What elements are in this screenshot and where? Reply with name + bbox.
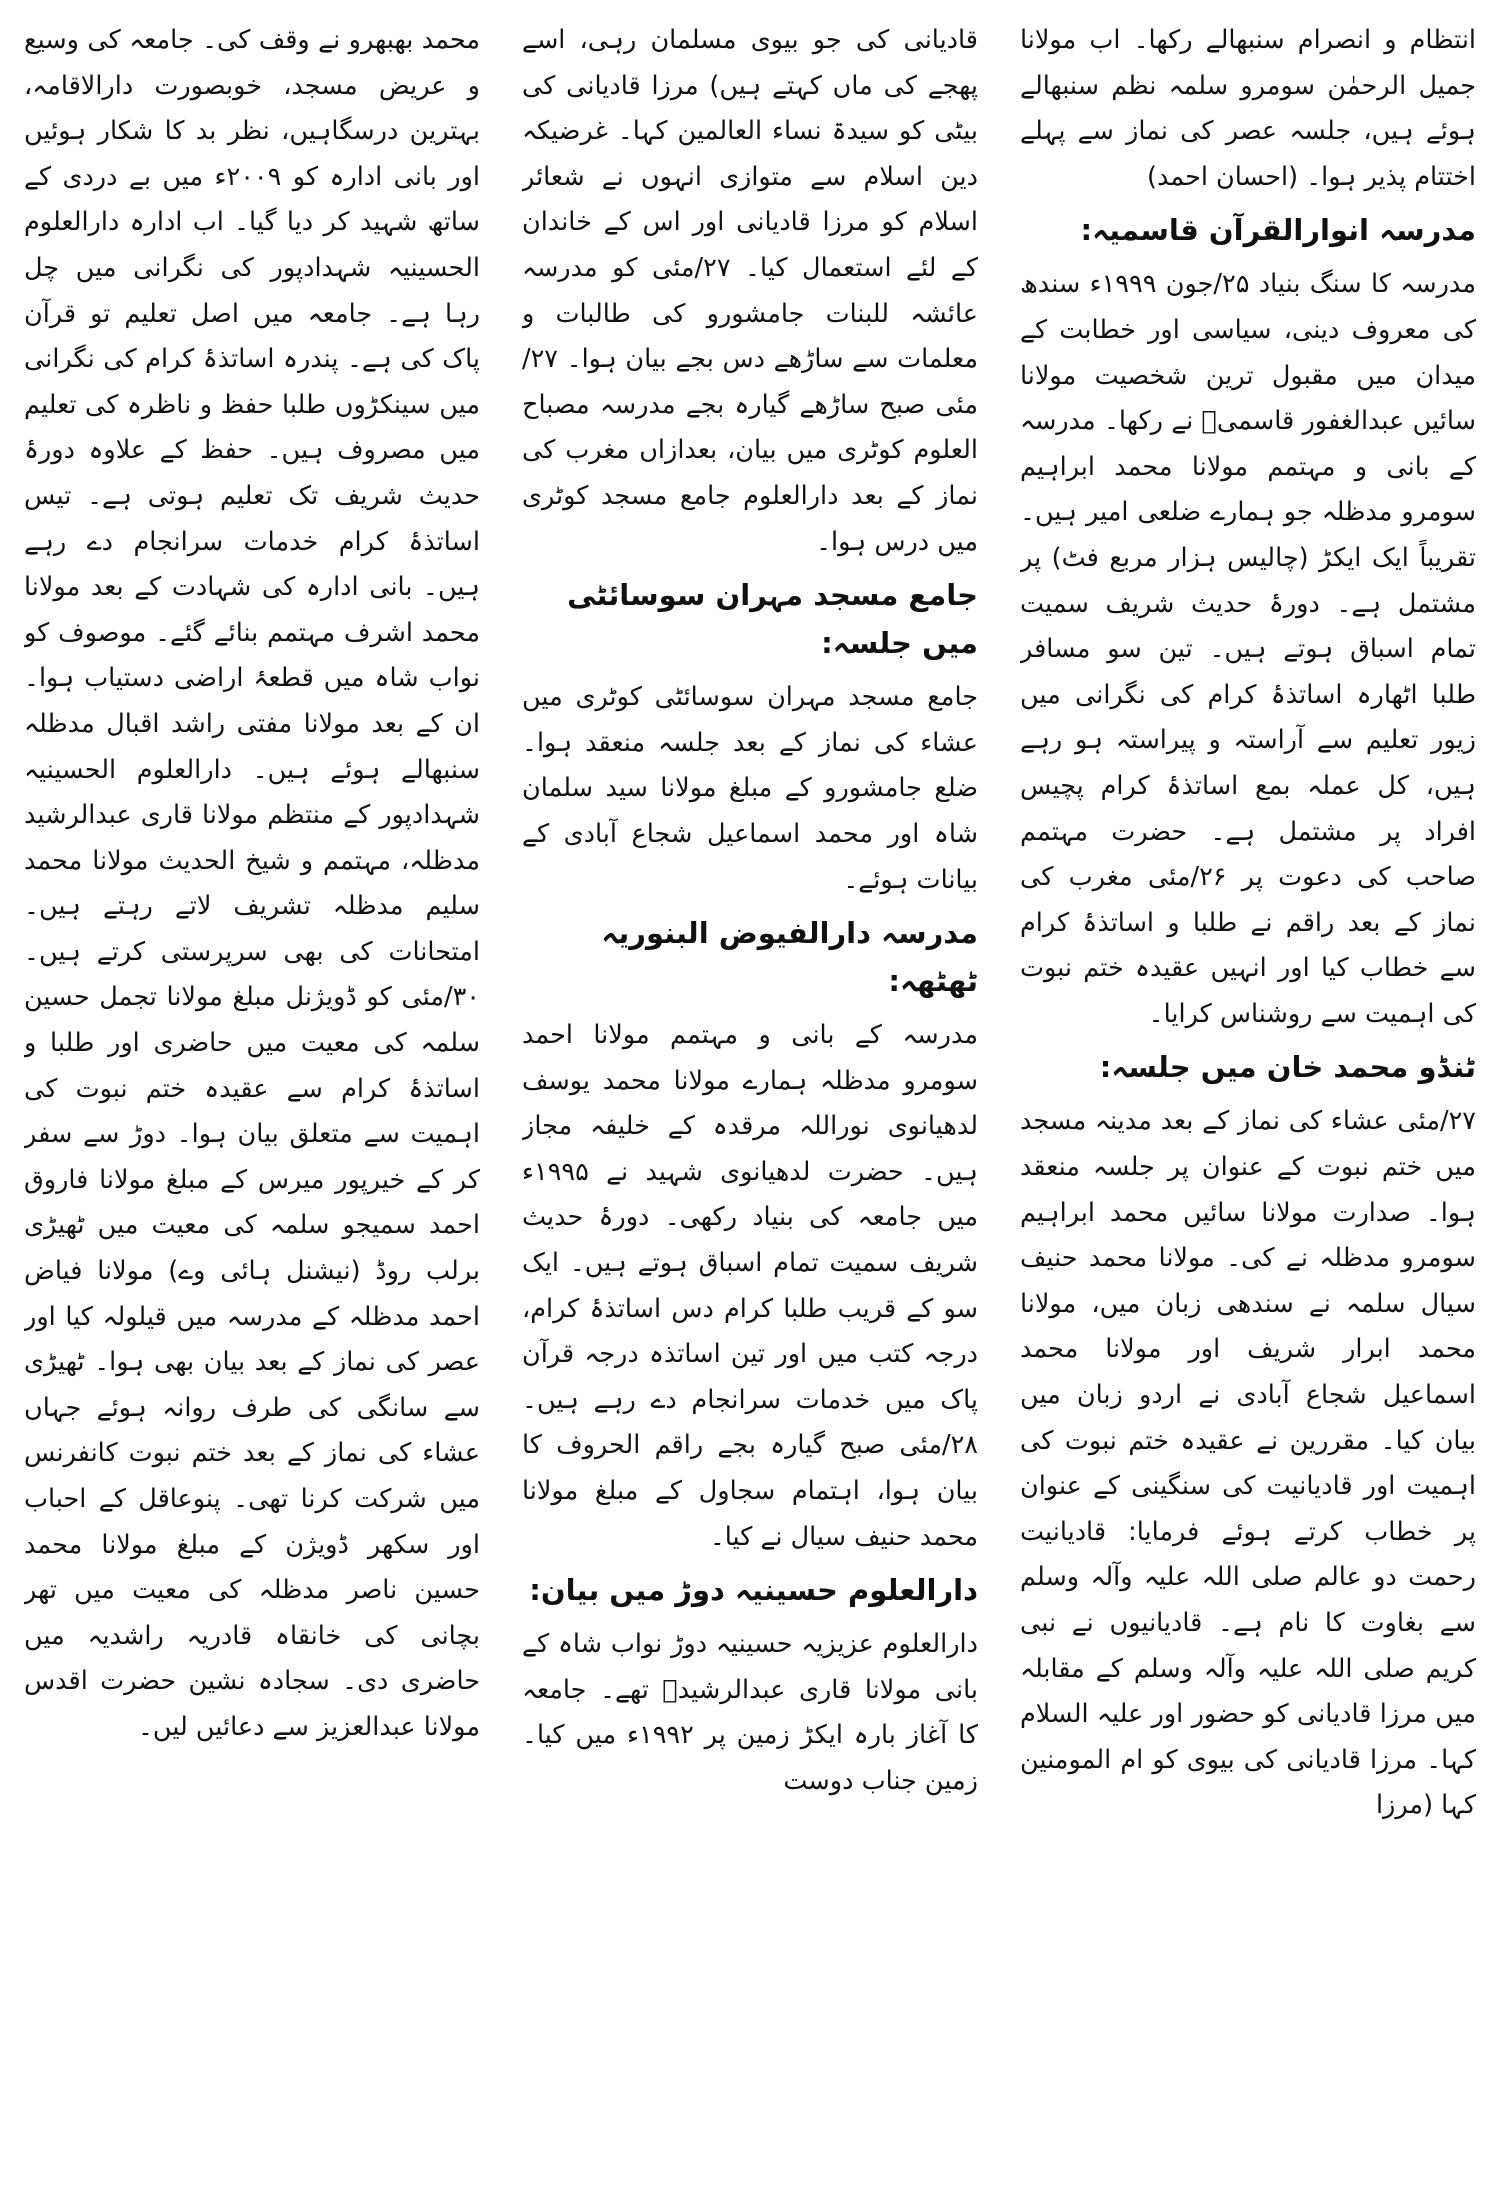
section-heading: مدرسہ دارالفیوض البنوریہ ٹھٹھہ: <box>601 916 978 999</box>
section-heading: جامع مسجد مہران سوسائٹی میں جلسہ: <box>567 578 978 661</box>
body-paragraph: مدرسہ کے بانی و مہتمم مولانا احمد سومرو مدظلہ ہمارے مولانا محمد یوسف لدھیانوی نوراللہ مرقدہ کے خلیفہ مجاز ہیں۔ حضرت لدھیانوی شہید نے ۱۹۹۵ء میں جامعہ کی بنیاد رکھی۔ دورۂ حدیث شریف سمیت تمام اسباق ہوتے ہیں۔ ایک سو کے قریب طلبا کرام دس اساتذۂ کرام، درجہ کتب میں اور تین اساتذہ درجہ قرآن پاک میں خدمات سرانجام دے رہے ہیں۔ ۲۸/مئی صبح گیارہ بجے راقم الحروف کا بیان ہوا، اہتمام سجاول کے مبلغ مولانا محمد حنیف سیال نے کیا۔ <box>522 1020 978 1552</box>
body-paragraph: دارالعلوم عزیزیہ حسینیہ دوڑ نواب شاہ کے بانی مولانا قاری عبدالرشیدؒ تھے۔ جامعہ کا آغاز بارہ ایکڑ زمین پر ۱۹۹۲ء میں کیا۔ زمین جناب دوست <box>522 1629 978 1796</box>
body-paragraph: ۲۷/مئی عشاء کی نماز کے بعد مدینہ مسجد میں ختم نبوت کے عنوان پر جلسہ منعقد ہوا۔ صدارت مولانا سائیں محمد ابراہیم سومرو مدظلہ نے کی۔ مولانا محمد حنیف سیال سلمہ نے سندھی زبان میں، مولانا محمد ابرار شریف اور مولانا محمد اسماعیل شجاع آبادی نے اردو زبان میں بیان کیا۔ مقررین نے عقیدہ ختم نبوت کی اہمیت اور قادیانیت کی سنگینی کے عنوان پر خطاب کرتے ہوئے فرمایا: قادیانیت رحمت دو عالم صلی اللہ علیہ وآلہ وسلم سے بغاوت کا نام ہے۔ قادیانیوں نے نبی کریم صلی اللہ علیہ وآلہ وسلم کے مقابلہ میں مرزا قادیانی کو حضور اور علیہ السلام کہا۔ مرزا قادیانی کی بیوی کو ام المومنین کہا (مرزا <box>1020 1106 1476 1821</box>
section-heading: ٹنڈو محمد خان میں جلسہ: <box>1099 1050 1476 1085</box>
body-paragraph: جامع مسجد مہران سوسائٹی کوٹری میں عشاء کی نماز کے بعد جلسہ منعقد ہوا۔ ضلع جامشورو کے مبلغ مولانا سید سلمان شاہ اور محمد اسماعیل شجاع آبادی کے بیانات ہوئے۔ <box>522 682 978 895</box>
body-paragraph: مدرسہ کا سنگ بنیاد ۲۵/جون ۱۹۹۹ء سندھ کی معروف دینی، سیاسی اور خطابت کے میدان میں مقبول ترین شخصیت مولانا سائیں عبدالغفور قاسمیؒ نے رکھا۔ مدرسہ کے بانی و مہتمم مولانا محمد ابراہیم سومرو مدظلہ جو ہمارے ضلعی امیر ہیں۔ تقریباً ایک ایکڑ (چالیس ہزار مربع فٹ) پر مشتمل ہے۔ دورۂ حدیث شریف سمیت تمام اسباق ہوتے ہیں۔ تین سو مسافر طلبا اٹھارہ اساتذۂ کرام کی نگرانی میں زیور تعلیم سے آراستہ و پیراستہ ہو رہے ہیں، کل عملہ بمع اساتذۂ کرام پچیس افراد پر مشتمل ہے۔ حضرت مہتمم صاحب کی دعوت پر ۲۶/مئی مغرب کی نماز کے بعد راقم نے طلبا و اساتذۂ کرام سے خطاب کیا اور انہیں عقیدہ ختم نبوت کی اہمیت سے روشناس کرایا۔ <box>1020 269 1476 1029</box>
section-heading: مدرسہ انوارالقرآن قاسمیہ: <box>1080 213 1476 248</box>
body-paragraph: انتظام و انصرام سنبھالے رکھا۔ اب مولانا جمیل الرحمٰن سومرو سلمہ نظم سنبھالے ہوئے ہیں، جلسہ عصر کی نماز سے پہلے اختتام پذیر ہوا۔ (احسان احمد) <box>1020 25 1476 192</box>
column-left <box>24 18 480 2186</box>
body-paragraph: قادیانی کی جو بیوی مسلمان رہی، اسے پھجے کی ماں کہتے ہیں) مرزا قادیانی کی بیٹی کو سیدۃ نساء العالمین کہا۔ غرضیکہ دین اسلام سے متوازی انہوں نے شعائر اسلام کو مرزا قادیانی اور اس کے خاندان کے لئے استعمال کیا۔ ۲۷/مئی کو مدرسہ عائشہ للبنات جامشورو کی طالبات و معلمات سے ساڑھے دس بجے بیان ہوا۔ ۲۷/مئی صبح ساڑھے گیارہ بجے مدرسہ مصباح العلوم کوٹری میں بیان، بعدازاں مغرب کی نماز کے بعد دارالعلوم جامع مسجد کوٹری میں درس ہوا۔ <box>522 25 978 557</box>
section-heading: دارالعلوم حسینیہ دوڑ میں بیان: <box>529 1573 978 1608</box>
body-paragraph: محمد بھبھرو نے وقف کی۔ جامعہ کی وسیع و عریض مسجد، خوبصورت دارالاقامہ، بہترین درسگاہیں، نظر بد کا شکار ہوئیں اور بانی ادارہ کو ۲۰۰۹ء میں بے دردی کے ساتھ شہید کر دیا گیا۔ اب ادارہ دارالعلوم الحسینیہ شہدادپور کی نگرانی میں چل رہا ہے۔ جامعہ میں اصل تعلیم تو قرآن پاک کی ہے۔ پندرہ اساتذۂ کرام کی نگرانی میں سینکڑوں طلبا حفظ و ناظرہ کی تعلیم میں مصروف ہیں۔ حفظ کے علاوہ دورۂ حدیث شریف تک تعلیم ہوتی ہے۔ تیس اساتذۂ کرام خدمات سرانجام دے رہے ہیں۔ بانی ادارہ کی شہادت کے بعد مولانا محمد اشرف مہتمم بنائے گئے۔ موصوف کو نواب شاہ میں قطعۂ اراضی دستیاب ہوا۔ ان کے بعد مولانا مفتی راشد اقبال مدظلہ سنبھالے ہوئے ہیں۔ دارالعلوم الحسینیہ شہدادپور کے منتظم مولانا قاری عبدالرشید مدظلہ، مہتمم و شیخ الحدیث مولانا محمد سلیم مدظلہ تشریف لاتے رہتے ہیں۔ امتحانات کی بھی سرپرستی کرتے ہیں۔ ۳۰/مئی کو ڈویژنل مبلغ مولانا تجمل حسین سلمہ کی معیت میں حاضری اور طلبا و اساتذۂ کرام سے عقیدہ ختم نبوت کی اہمیت سے متعلق بیان ہوا۔ دوڑ سے سفر کر کے خیرپور میرس کے مبلغ مولانا فاروق احمد سمیجو سلمہ کی معیت میں ٹھیڑی برلب روڈ (نیشنل ہائی وے) مولانا فیاض احمد مدظلہ کے مدرسہ میں قیلولہ کیا اور عصر کی نماز کے بعد بیان بھی ہوا۔ ٹھیڑی سے سانگی کی طرف روانہ ہوئے جہاں عشاء کی نماز کے بعد ختم نبوت کانفرنس میں شرکت کرنا تھی۔ پنوعاقل کے احباب اور سکھر ڈویژن کے مبلغ مولانا محمد حسین ناصر مدظلہ کی معیت میں تھر بچانی کی خانقاہ قادریہ راشدیہ میں حاضری دی۔ سجادہ نشین حضرت اقدس مولانا عبدالعزیز سے دعائیں لیں۔ <box>24 25 480 1742</box>
column-middle <box>522 18 978 2186</box>
column-right <box>1020 18 1476 2186</box>
